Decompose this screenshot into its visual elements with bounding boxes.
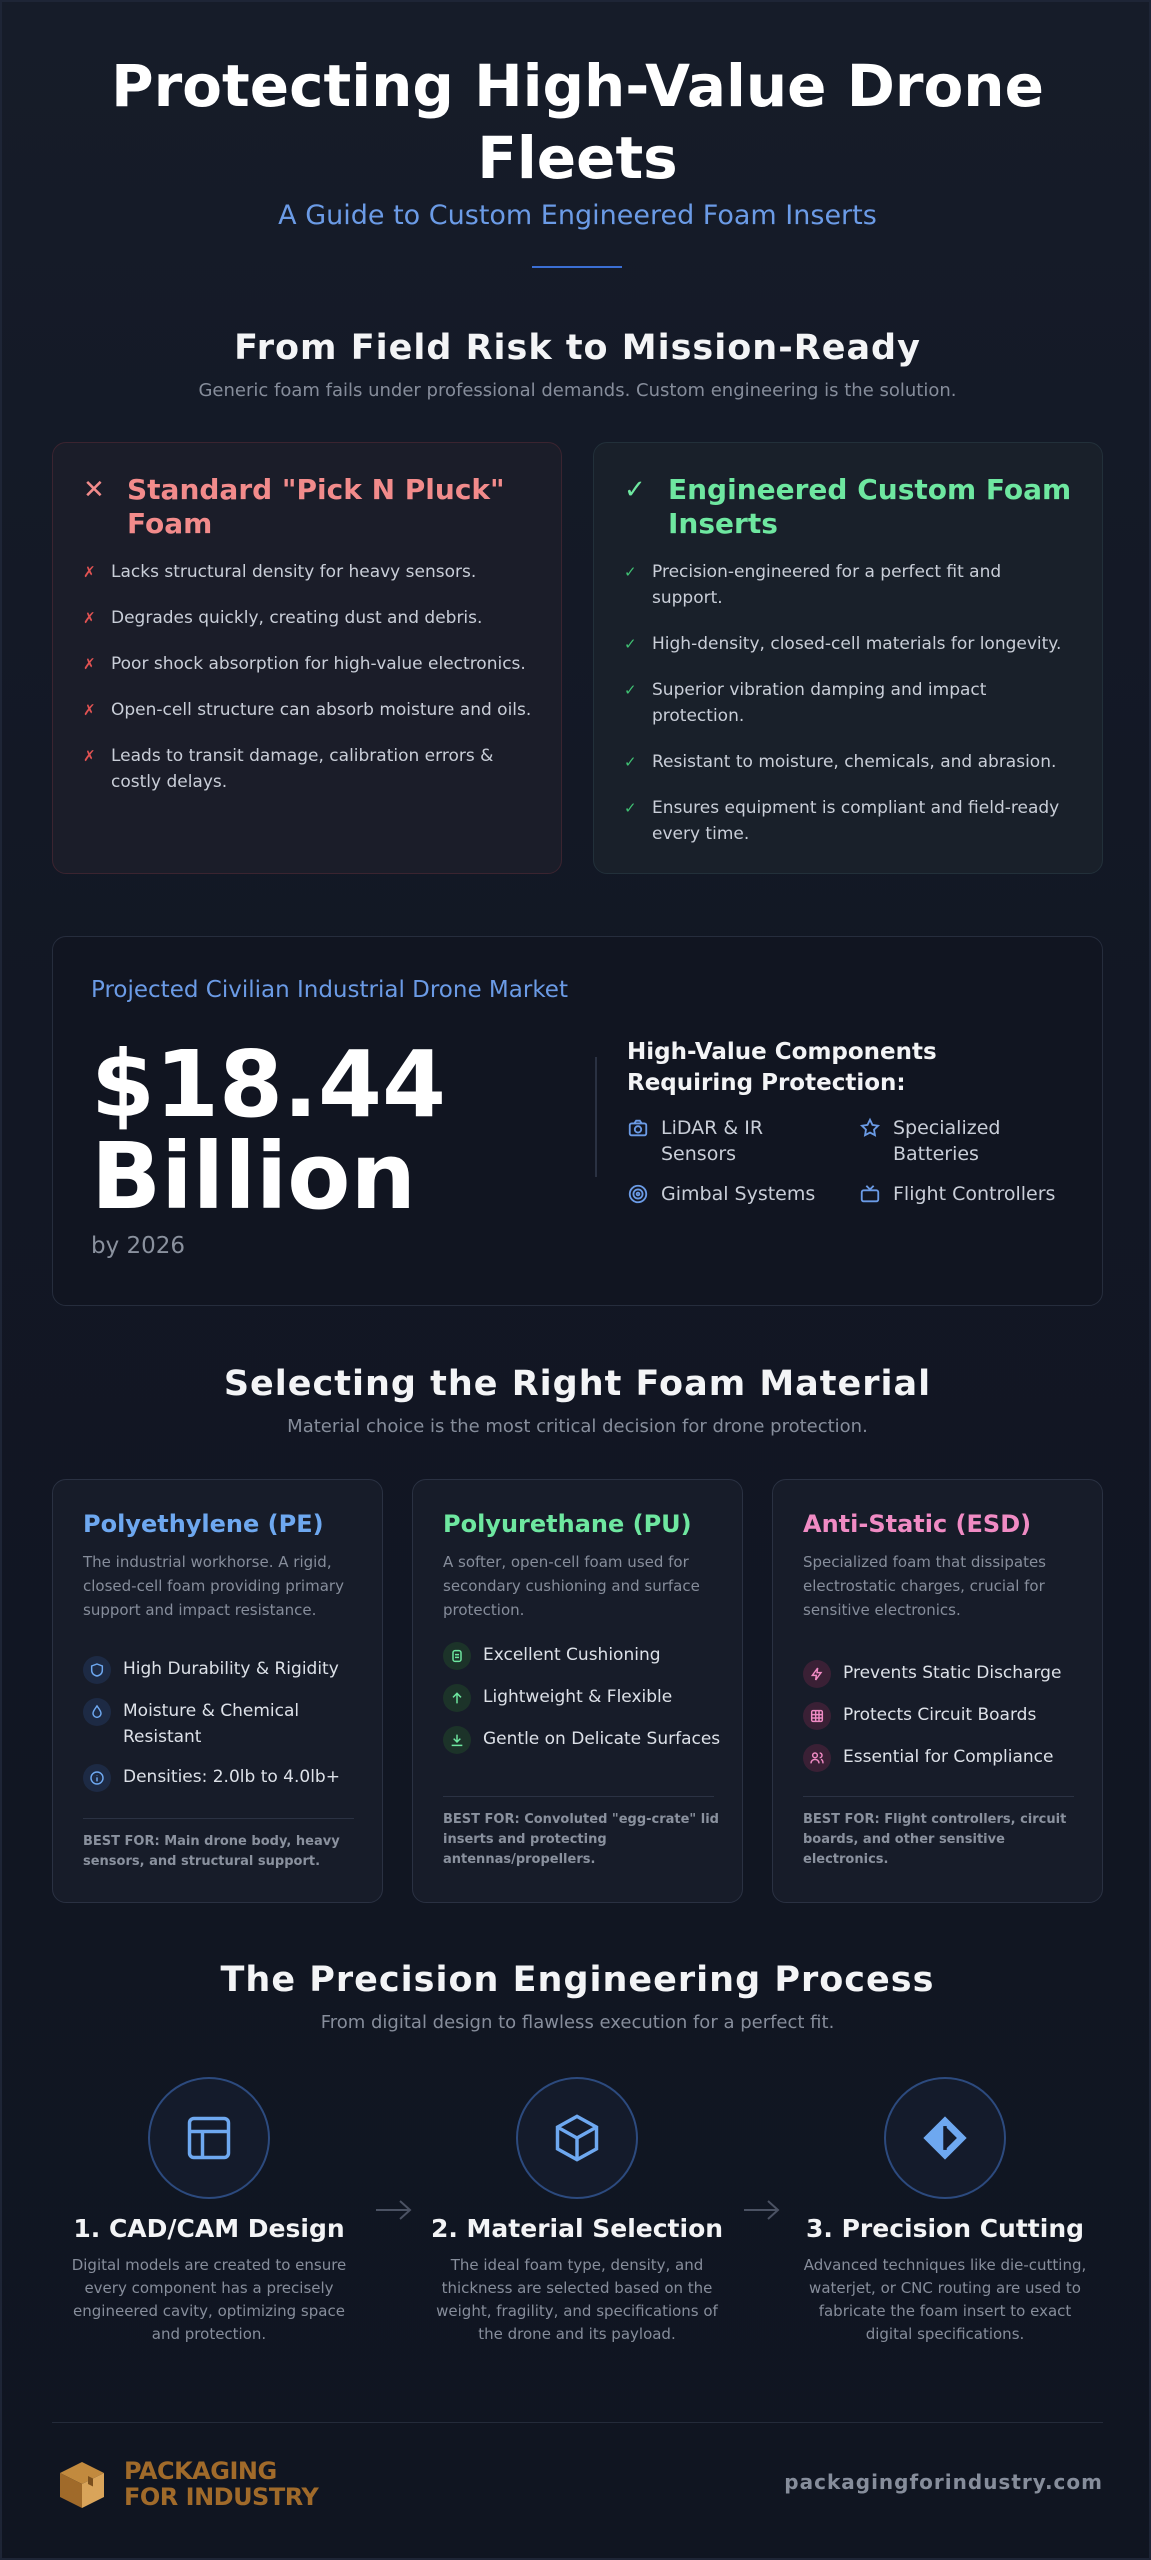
market-value: $18.44 Billion: [91, 1031, 447, 1230]
check-icon: ✓: [624, 681, 637, 699]
component-item: Flight Controllers: [859, 1181, 1079, 1207]
foam-title: Polyurethane (PU): [443, 1510, 692, 1538]
foam-description: Specialized foam that dissipates electrostatic charges, crucial for sensitive electronics.: [803, 1553, 1046, 1619]
title-divider: [532, 266, 622, 268]
component-item: Gimbal Systems: [627, 1181, 847, 1207]
list-item: ✗ Lacks structural density for heavy sensors.: [83, 559, 533, 585]
shield-icon: [83, 1656, 111, 1684]
foam-section-subtitle: Material choice is the most critical decision for drone protection.: [287, 1416, 868, 1437]
arrow-right-icon: [742, 2198, 782, 2222]
cross-icon: ✗: [83, 701, 96, 719]
best-for: BEST FOR: Main drone body, heavy sensors, and structural support.: [83, 1834, 340, 1869]
grid-icon: [803, 1702, 831, 1730]
lightning-icon: [803, 1660, 831, 1688]
check-icon: ✓: [624, 475, 646, 505]
standard-foam-header: [83, 473, 547, 541]
components-title: High-Value Components Requiring Protection:: [627, 1039, 937, 1096]
standard-foam-list: [83, 559, 533, 815]
engineered-foam-card: [593, 442, 1103, 874]
foam-title: Anti-Static (ESD): [803, 1510, 1032, 1538]
box-logo-icon: [52, 2454, 112, 2514]
list-item: ✗ Open-cell structure can absorb moisture and oils.: [83, 697, 533, 723]
foam-feature: High Durability & Rigidity: [83, 1656, 363, 1684]
list-item: ✓ Superior vibration damping and impact protection.: [624, 677, 1074, 729]
step-description: The ideal foam type, density, and thickness are selected based on the weight, fragility, and specifications of the drone and its payload.: [436, 2256, 718, 2343]
arrow-right-icon: [374, 2198, 414, 2222]
logo-text: PACKAGING FOR INDUSTRY: [124, 2457, 319, 2511]
foam-card-esd: [772, 1479, 1103, 1903]
arrow-up-icon: [443, 1684, 471, 1712]
foam-feature: Gentle on Delicate Surfaces: [443, 1726, 723, 1754]
check-icon: ✓: [624, 753, 637, 771]
tv-icon: [859, 1181, 881, 1207]
foam-feature: Prevents Static Discharge: [803, 1660, 1083, 1688]
step-title: 1. CAD/CAM Design: [73, 2214, 345, 2243]
divider: [803, 1796, 1074, 1797]
cube-icon: [551, 2112, 603, 2164]
step-icon-circle: [148, 2077, 270, 2199]
cross-icon: ✗: [83, 655, 96, 673]
divider: [83, 1818, 354, 1819]
engineered-foam-list: [624, 559, 1074, 867]
foam-feature: Excellent Cushioning: [443, 1642, 723, 1670]
foam-feature: Moisture & Chemical Resistant: [83, 1698, 363, 1750]
component-item: LiDAR & IR Sensors: [627, 1115, 827, 1167]
check-icon: ✓: [624, 635, 637, 653]
cross-icon: ✗: [83, 609, 96, 627]
target-icon: [627, 1181, 649, 1207]
brand-logo: [52, 2454, 318, 2514]
process-section-title: The Precision Engineering Process: [220, 1960, 935, 2000]
diamond-icon: [919, 2112, 971, 2164]
x-icon: ✕: [83, 475, 105, 505]
standard-foam-card: [52, 442, 562, 874]
website-link[interactable]: packagingforindustry.com: [784, 2470, 1103, 2494]
camera-icon: [627, 1115, 649, 1141]
foam-description: The industrial workhorse. A rigid, closed-cell foam providing primary support and impact resistance.: [83, 1553, 344, 1619]
step-title: 2. Material Selection: [430, 2214, 724, 2243]
step-icon-circle: [516, 2077, 638, 2199]
layout-icon: [183, 2112, 235, 2164]
component-item: Specialized Batteries: [859, 1115, 1059, 1167]
check-icon: ✓: [624, 563, 637, 581]
foam-section-title: Selecting the Right Foam Material: [223, 1364, 932, 1404]
foam-card-pe: [52, 1479, 383, 1903]
best-for: BEST FOR: Flight controllers, circuit boards, and other sensitive electronics.: [803, 1812, 1067, 1867]
cross-icon: ✗: [83, 747, 96, 765]
process-section-subtitle: From digital design to flawless execution for a perfect fit.: [320, 2012, 835, 2033]
list-item: ✗ Leads to transit damage, calibration errors & costly delays.: [83, 743, 533, 795]
list-item: ✓ Resistant to moisture, chemicals, and abrasion.: [624, 749, 1074, 775]
foam-card-pu: [412, 1479, 743, 1903]
divider: [443, 1796, 714, 1797]
risk-section-title: From Field Risk to Mission-Ready: [234, 328, 921, 368]
engineered-foam-header: [624, 473, 1088, 541]
foam-feature: Lightweight & Flexible: [443, 1684, 723, 1712]
list-item: ✗ Degrades quickly, creating dust and debris.: [83, 605, 533, 631]
info-icon: [83, 1764, 111, 1792]
foam-feature: Essential for Compliance: [803, 1744, 1083, 1772]
users-icon: [803, 1744, 831, 1772]
best-for: BEST FOR: Convoluted "egg-crate" lid inserts and protecting antennas/propellers.: [443, 1812, 719, 1867]
market-stat-card: [52, 936, 1103, 1306]
foam-feature: Protects Circuit Boards: [803, 1702, 1083, 1730]
list-item: ✗ Poor shock absorption for high-value electronics.: [83, 651, 533, 677]
page-subtitle: A Guide to Custom Engineered Foam Inserts: [278, 200, 877, 231]
step-description: Digital models are created to ensure every component has a precisely engineered cavity, optimizing space and protection.: [71, 2256, 347, 2343]
star-icon: [859, 1115, 881, 1141]
page-title: Protecting High-Value Drone Fleets: [111, 52, 1044, 192]
foam-description: A softer, open-cell foam used for secondary cushioning and surface protection.: [443, 1553, 700, 1619]
step-icon-circle: [884, 2077, 1006, 2199]
check-icon: ✓: [624, 799, 637, 817]
market-label: Projected Civilian Industrial Drone Market: [91, 977, 568, 1003]
market-year: by 2026: [91, 1233, 186, 1259]
list-item: ✓ Ensures equipment is compliant and field-ready every time.: [624, 795, 1074, 847]
list-item: ✓ Precision-engineered for a perfect fit and support.: [624, 559, 1074, 611]
list-item: ✓ High-density, closed-cell materials for longevity.: [624, 631, 1074, 657]
foam-title: Polyethylene (PE): [83, 1510, 324, 1538]
risk-section-subtitle: Generic foam fails under professional demands. Custom engineering is the solution.: [198, 380, 957, 401]
divider: [595, 1057, 597, 1177]
engineered-foam-title: Engineered Custom Foam Inserts: [668, 473, 1072, 540]
cushion-icon: [443, 1642, 471, 1670]
standard-foam-title: Standard "Pick N Pluck" Foam: [127, 473, 505, 540]
download-icon: [443, 1726, 471, 1754]
footer-divider: [52, 2422, 1103, 2423]
droplet-icon: [83, 1698, 111, 1726]
cross-icon: ✗: [83, 563, 96, 581]
step-description: Advanced techniques like die-cutting, waterjet, or CNC routing are used to fabricate the foam insert to exact digital specifications.: [803, 2256, 1087, 2343]
step-title: 3. Precision Cutting: [805, 2214, 1085, 2243]
foam-feature: Densities: 2.0lb to 4.0lb+: [83, 1764, 363, 1792]
